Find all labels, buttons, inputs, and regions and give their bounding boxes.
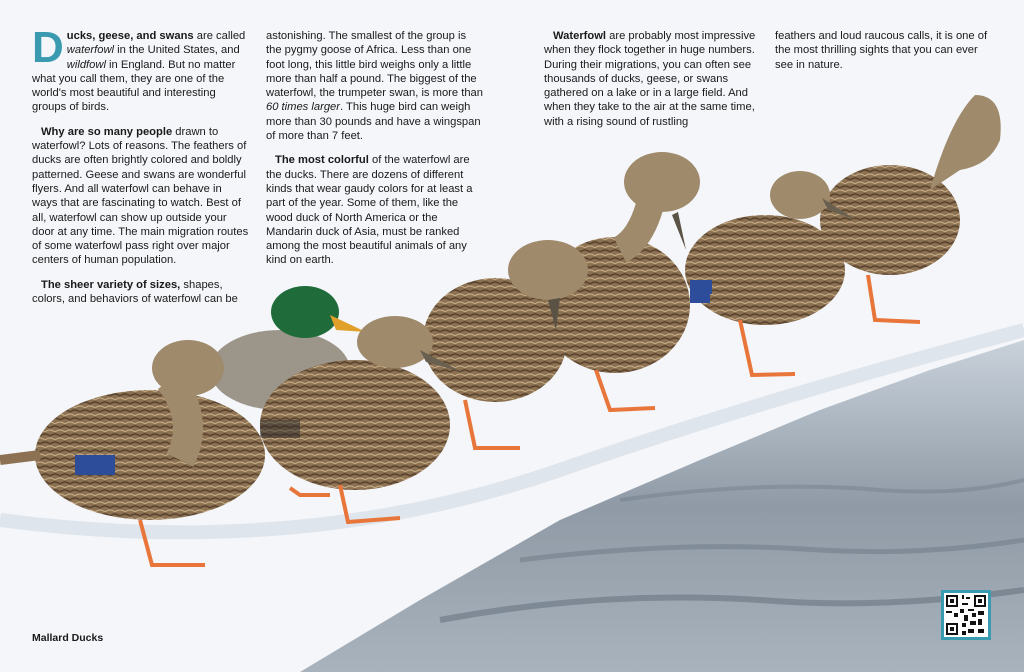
intro-text-b: in the United States, and [114,44,240,57]
text-column-3 [544,29,762,139]
paragraph-colorful [266,153,484,267]
photo-caption: Mallard Ducks [32,632,104,644]
paragraph-variety [32,278,250,307]
paragraph-why [32,125,250,268]
why-lead: Why are so many people [41,125,173,138]
flocks-body: are probably most impressive when they flock together in huge numbers. During their migrations, you can often see thousands of ducks, geese, or swans gathered on a lake or in a large field. And when they take to the air at the same time, with a rising sound of rustling [544,30,756,128]
text-column-1 [32,23,250,316]
drop-cap: D [32,23,64,72]
intro-text-a: are called [193,30,246,42]
paragraph-intro [32,23,250,115]
flocks-lead: Waterfowl [553,30,607,42]
text-column-2 [266,29,484,278]
qr-code[interactable] [941,590,991,640]
variety-body: shapes, colors, and behaviors of waterfowl can be [32,278,238,306]
text-column-4 [775,29,989,82]
qr-code-icon [944,593,988,637]
paragraph-flocks [544,29,762,129]
sizes-text-b: . This huge bird can weigh more than 30 pounds and have a wingspan of more than 7 feet. [266,101,481,143]
intro-term-wildfowl: wildfowl [66,58,106,71]
sizes-text-a: astonishing. The smallest of the group is the pygmy goose of Africa. Less than one foot long, this little bird weighs only a little more than half a pound. The biggest of the waterfowl, the trumpeter swan, is more than [266,30,484,100]
intro-lead: ucks, geese, and swans [66,30,194,42]
paragraph-thrilling: feathers and loud raucous calls, it is one of the most thrilling sights that you can ever see in nature. [775,30,988,71]
why-body: drawn to waterfowl? Lots of reasons. The feathers of ducks are often brightly colored and boldly patterned. Geese and swans are wonderful flyers. And all waterfowl can behave in ways that are fascinating to watch. Best of all, waterfowl can show up outside your door at any time. The main migration routes of some waterfowl pass right over major centers of human population. [32,125,249,267]
colorful-body: of the waterfowl are the ducks. There are dozens of different kinds that wear gaudy colors for at least a part of the year. Some of them, like the wood duck of North America or the Mandarin duck of Asia, must be ranked among the most beautiful animals of any kind on earth. [266,154,473,267]
intro-term-waterfowl: waterfowl [66,44,115,57]
sizes-emphasis: 60 times larger [266,101,340,114]
variety-lead: The sheer variety of sizes, [41,278,181,291]
paragraph-sizes [266,29,484,143]
colorful-lead: The most colorful [275,154,369,167]
intro-text-c: in England. But no matter what you call them, they are one of the world's most beautiful and interesting groups of birds. [32,58,236,114]
